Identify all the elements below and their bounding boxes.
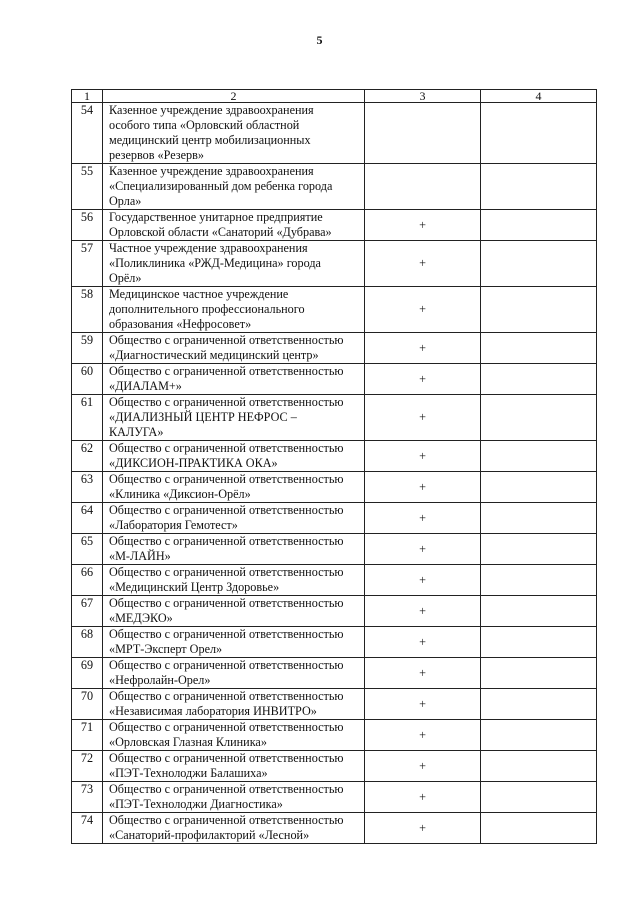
- institution-name: [103, 534, 365, 565]
- column-4-mark: [481, 472, 597, 503]
- column-4-mark: [481, 364, 597, 395]
- column-3-mark: +: [365, 596, 481, 627]
- row-number: 59: [72, 333, 103, 364]
- row-number: 56: [72, 210, 103, 241]
- institution-name-line: Общество с ограниченной ответственностью: [109, 441, 344, 455]
- table-row: [72, 333, 597, 364]
- institution-name: [103, 472, 365, 503]
- institution-name-line: «Независимая лаборатория ИНВИТРО»: [109, 704, 317, 718]
- column-4-mark: [481, 689, 597, 720]
- column-3-mark: +: [365, 441, 481, 472]
- column-4-mark: [481, 395, 597, 441]
- institution-name-line: Общество с ограниченной ответственностью: [109, 751, 344, 765]
- row-number: 64: [72, 503, 103, 534]
- institution-name: [103, 627, 365, 658]
- institution-name: [103, 103, 365, 164]
- table-row: [72, 287, 597, 333]
- column-4-mark: [481, 534, 597, 565]
- row-number: 65: [72, 534, 103, 565]
- column-3-mark: +: [365, 720, 481, 751]
- column-4-mark: [481, 503, 597, 534]
- institution-name-line: «Поликлиника «РЖД-Медицина» города: [109, 256, 321, 270]
- column-4-mark: [481, 565, 597, 596]
- header-cell: 3: [365, 90, 481, 103]
- column-4-mark: [481, 210, 597, 241]
- institution-name-line: «Нефролайн-Орел»: [109, 673, 211, 687]
- row-number: 58: [72, 287, 103, 333]
- institution-name: [103, 782, 365, 813]
- column-4-mark: [481, 103, 597, 164]
- row-number: 60: [72, 364, 103, 395]
- institution-name-line: Орёл»: [109, 271, 142, 285]
- table-row: [72, 164, 597, 210]
- column-3-mark: +: [365, 782, 481, 813]
- institution-name-line: Общество с ограниченной ответственностью: [109, 627, 344, 641]
- column-4-mark: [481, 241, 597, 287]
- institution-name-line: «Медицинский Центр Здоровье»: [109, 580, 280, 594]
- institution-name: [103, 395, 365, 441]
- institution-name: [103, 210, 365, 241]
- column-4-mark: [481, 813, 597, 844]
- column-3-mark: +: [365, 472, 481, 503]
- table-row: [72, 751, 597, 782]
- row-number: 74: [72, 813, 103, 844]
- row-number: 61: [72, 395, 103, 441]
- institution-name-line: Казенное учреждение здравоохранения: [109, 164, 314, 178]
- institution-name: [103, 241, 365, 287]
- row-number: 69: [72, 658, 103, 689]
- institution-name-line: Частное учреждение здравоохранения: [109, 241, 308, 255]
- column-4-mark: [481, 333, 597, 364]
- institution-name-line: КАЛУГА»: [109, 425, 164, 439]
- institution-name: [103, 364, 365, 395]
- institution-name: [103, 813, 365, 844]
- table-row: [72, 813, 597, 844]
- table-row: [72, 534, 597, 565]
- institution-name-line: Государственное унитарное предприятие: [109, 210, 323, 224]
- table-row: [72, 103, 597, 164]
- institution-name-line: Казенное учреждение здравоохранения: [109, 103, 314, 117]
- institution-name: [103, 333, 365, 364]
- row-number: 66: [72, 565, 103, 596]
- institution-name: [103, 596, 365, 627]
- institution-name-line: «Клиника «Диксион-Орёл»: [109, 487, 251, 501]
- table-row: [72, 627, 597, 658]
- table-row: [72, 565, 597, 596]
- column-4-mark: [481, 441, 597, 472]
- column-4-mark: [481, 627, 597, 658]
- institution-name: [103, 164, 365, 210]
- table-row: [72, 596, 597, 627]
- institution-name-line: Общество с ограниченной ответственностью: [109, 720, 344, 734]
- header-cell: 1: [72, 90, 103, 103]
- row-number: 55: [72, 164, 103, 210]
- institution-name-line: медицинский центр мобилизационных: [109, 133, 311, 147]
- institution-name-line: «Санаторий-профилакторий «Лесной»: [109, 828, 310, 842]
- institution-name-line: Общество с ограниченной ответственностью: [109, 364, 344, 378]
- institution-name-line: «Диагностический медицинский центр»: [109, 348, 319, 362]
- institution-name-line: Общество с ограниченной ответственностью: [109, 813, 344, 827]
- table-row: [72, 441, 597, 472]
- table-row: [72, 364, 597, 395]
- institution-name-line: Общество с ограниченной ответственностью: [109, 333, 344, 347]
- institution-name: [103, 565, 365, 596]
- institution-name-line: Общество с ограниченной ответственностью: [109, 596, 344, 610]
- table-row: [72, 782, 597, 813]
- institution-name-line: Орловской области «Санаторий «Дубрава»: [109, 225, 332, 239]
- institution-name-line: Общество с ограниченной ответственностью: [109, 689, 344, 703]
- institution-name-line: «ПЭТ-Технолоджи Диагностика»: [109, 797, 283, 811]
- institution-name-line: Общество с ограниченной ответственностью: [109, 395, 344, 409]
- column-4-mark: [481, 782, 597, 813]
- column-4-mark: [481, 658, 597, 689]
- institution-name-line: Медицинское частное учреждение: [109, 287, 289, 301]
- page-number: 5: [316, 33, 323, 47]
- institution-name: [103, 287, 365, 333]
- table-row: [72, 658, 597, 689]
- institution-name-line: Общество с ограниченной ответственностью: [109, 503, 344, 517]
- institution-name-line: Орла»: [109, 194, 142, 208]
- institution-name-line: Общество с ограниченной ответственностью: [109, 782, 344, 796]
- institution-name-line: дополнительного профессионального: [109, 302, 305, 316]
- column-3-mark: [365, 164, 481, 210]
- row-number: 73: [72, 782, 103, 813]
- row-number: 71: [72, 720, 103, 751]
- institution-name: [103, 503, 365, 534]
- institution-name-line: образования «Нефросовет»: [109, 317, 252, 331]
- row-number: 68: [72, 627, 103, 658]
- row-number: 63: [72, 472, 103, 503]
- table-row: [72, 395, 597, 441]
- column-4-mark: [481, 596, 597, 627]
- institution-name-line: особого типа «Орловский областной: [109, 118, 300, 132]
- table-row: [72, 689, 597, 720]
- column-3-mark: [365, 103, 481, 164]
- header-cell: 2: [103, 90, 365, 103]
- institution-name-line: Общество с ограниченной ответственностью: [109, 658, 344, 672]
- column-4-mark: [481, 287, 597, 333]
- row-number: 67: [72, 596, 103, 627]
- table-row: [72, 720, 597, 751]
- column-4-mark: [481, 720, 597, 751]
- column-3-mark: +: [365, 364, 481, 395]
- column-3-mark: +: [365, 395, 481, 441]
- institution-name: [103, 751, 365, 782]
- column-3-mark: +: [365, 689, 481, 720]
- column-3-mark: +: [365, 813, 481, 844]
- institution-name-line: «МЕДЭКО»: [109, 611, 173, 625]
- institution-name-line: «ДИАЛИЗНЫЙ ЦЕНТР НЕФРОС –: [109, 410, 297, 424]
- column-3-mark: +: [365, 751, 481, 782]
- row-number: 54: [72, 103, 103, 164]
- table-row: [72, 472, 597, 503]
- row-number: 70: [72, 689, 103, 720]
- institution-name-line: Общество с ограниченной ответственностью: [109, 534, 344, 548]
- institution-name: [103, 658, 365, 689]
- institution-name-line: «Специализированный дом ребенка города: [109, 179, 333, 193]
- institution-name-line: Общество с ограниченной ответственностью: [109, 472, 344, 486]
- institution-name-line: «М-ЛАЙН»: [109, 549, 171, 563]
- row-number: 62: [72, 441, 103, 472]
- column-3-mark: +: [365, 333, 481, 364]
- institution-name-line: «Лаборатория Гемотест»: [109, 518, 238, 532]
- column-3-mark: +: [365, 658, 481, 689]
- column-4-mark: [481, 751, 597, 782]
- institution-name: [103, 720, 365, 751]
- column-3-mark: +: [365, 287, 481, 333]
- institution-name-line: резервов «Резерв»: [109, 148, 204, 162]
- institution-name-line: «Орловская Глазная Клиника»: [109, 735, 267, 749]
- column-3-mark: +: [365, 503, 481, 534]
- column-3-mark: +: [365, 627, 481, 658]
- institution-name-line: «ДИАЛАМ+»: [109, 379, 182, 393]
- row-number: 72: [72, 751, 103, 782]
- table-row: [72, 503, 597, 534]
- column-3-mark: +: [365, 210, 481, 241]
- column-4-mark: [481, 164, 597, 210]
- institution-name-line: «ДИКСИОН-ПРАКТИКА ОКА»: [109, 456, 278, 470]
- table-row: [72, 241, 597, 287]
- row-number: 57: [72, 241, 103, 287]
- institution-name-line: «ПЭТ-Технолоджи Балашиха»: [109, 766, 268, 780]
- table-row: [72, 210, 597, 241]
- table-header-row: [72, 90, 597, 103]
- column-3-mark: +: [365, 565, 481, 596]
- column-3-mark: +: [365, 534, 481, 565]
- institution-name: [103, 441, 365, 472]
- institution-name-line: Общество с ограниченной ответственностью: [109, 565, 344, 579]
- institution-name: [103, 689, 365, 720]
- column-3-mark: +: [365, 241, 481, 287]
- header-cell: 4: [481, 90, 597, 103]
- institutions-table: [71, 89, 597, 844]
- institution-name-line: «МРТ-Эксперт Орел»: [109, 642, 223, 656]
